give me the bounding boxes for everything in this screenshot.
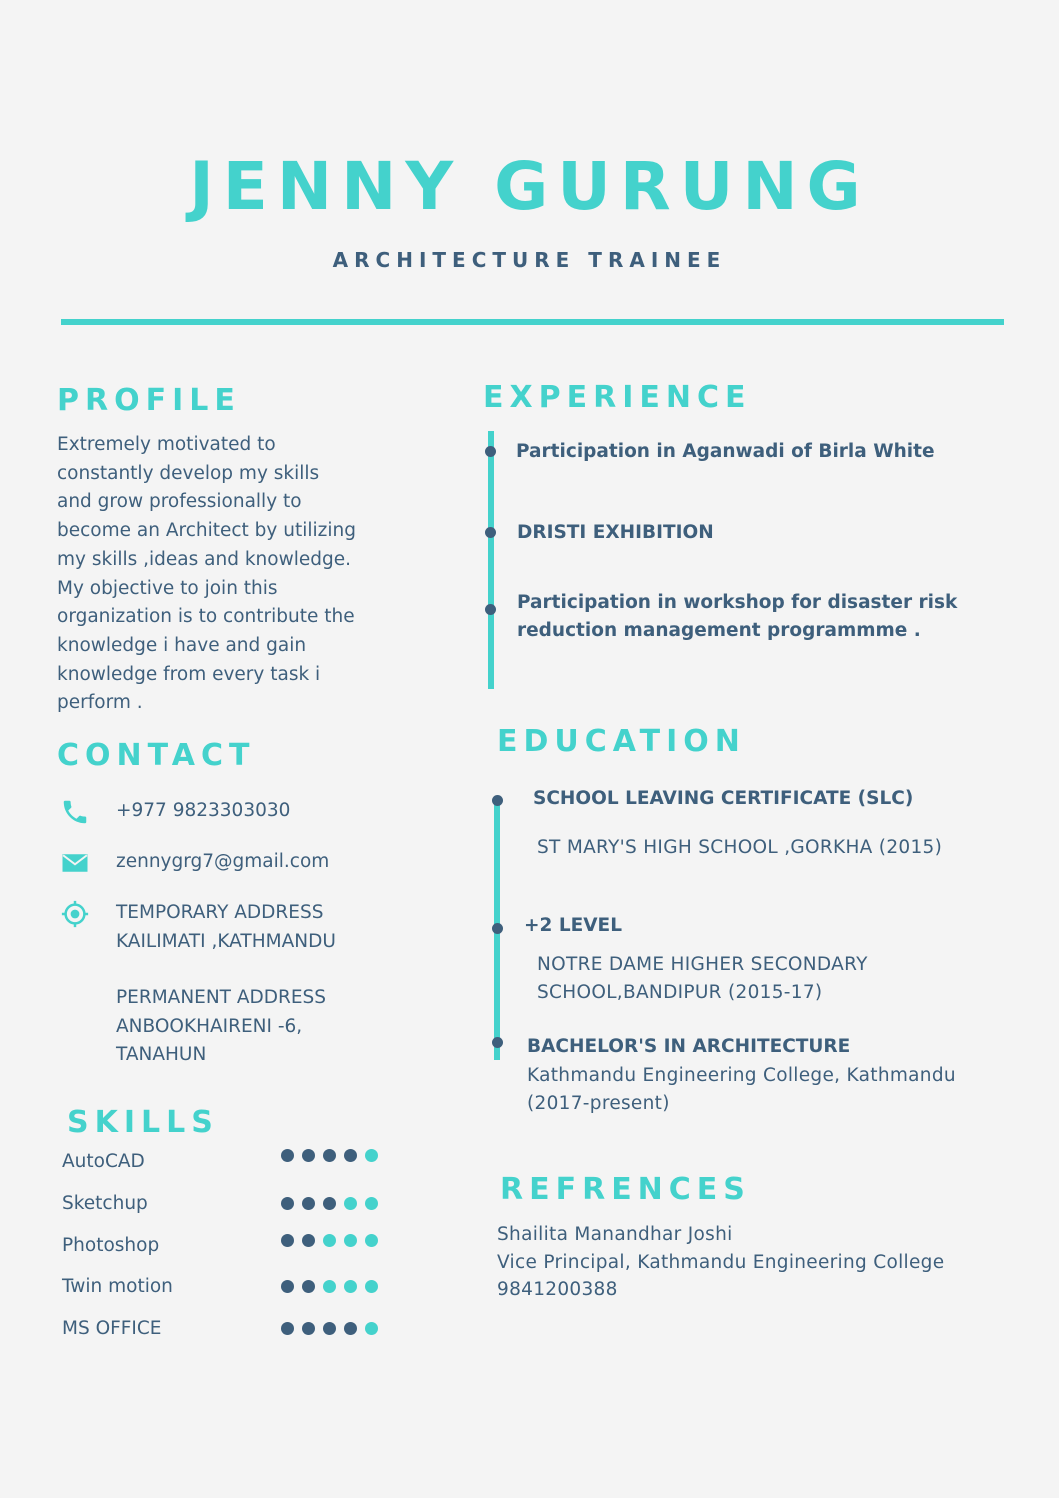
education-heading: EDUCATION	[497, 724, 746, 759]
experience-item: DRISTI EXHIBITION	[517, 522, 714, 543]
skill-dot	[302, 1149, 315, 1162]
skill-label: AutoCAD	[62, 1151, 145, 1172]
skill-dot	[344, 1322, 357, 1335]
skill-dot	[344, 1280, 357, 1293]
skill-dot	[302, 1197, 315, 1210]
skill-label: Sketchup	[62, 1193, 148, 1214]
skill-dot	[344, 1149, 357, 1162]
profile-text	[57, 431, 397, 718]
skill-dot	[365, 1280, 378, 1293]
skill-rating	[281, 1234, 378, 1247]
profile-heading: PROFILE	[57, 383, 241, 418]
profile-line: knowledge from every task i	[57, 663, 321, 685]
profile-line: organization is to contribute the	[57, 606, 355, 628]
profile-line: my skills ,ideas and knowledge.	[57, 548, 351, 570]
skill-label: Twin motion	[62, 1276, 173, 1297]
skill-dot	[365, 1197, 378, 1210]
profile-line: and grow professionally to	[57, 491, 302, 513]
profile-line: perform .	[57, 692, 143, 714]
skill-dot	[281, 1197, 294, 1210]
header-divider	[61, 319, 1004, 325]
timeline-dot	[485, 446, 496, 457]
education-detail: NOTRE DAME HIGHER SECONDARY SCHOOL,BANDIPUR (2015-17)	[537, 954, 868, 1003]
education-detail: Kathmandu Engineering College, Kathmandu (2017-present)	[527, 1065, 956, 1114]
temporary-address-value: KAILIMATI ,KATHMANDU	[116, 930, 336, 952]
profile-line: become an Architect by utilizing	[57, 520, 356, 542]
skill-dot	[365, 1149, 378, 1162]
permanent-address-line: TANAHUN	[116, 1044, 207, 1065]
contact-heading: CONTACT	[57, 738, 256, 773]
contact-phone[interactable]: +977 9823303030	[116, 800, 291, 821]
skill-label: Photoshop	[62, 1235, 160, 1256]
permanent-address-label: PERMANENT ADDRESS	[116, 987, 327, 1008]
experience-item: Participation in Aganwadi of Birla White	[516, 441, 935, 462]
skills-heading: SKILLS	[67, 1105, 219, 1140]
education-title: BACHELOR'S IN ARCHITECTURE	[527, 1036, 851, 1057]
education-title: SCHOOL LEAVING CERTIFICATE (SLC)	[533, 788, 914, 809]
skill-rating	[281, 1197, 378, 1210]
phone-icon	[60, 797, 90, 827]
reference-name: Shailita Manandhar Joshi	[497, 1224, 733, 1245]
skill-dot	[323, 1197, 336, 1210]
reference-phone: 9841200388	[497, 1279, 618, 1300]
skill-dot	[281, 1149, 294, 1162]
mail-icon	[60, 848, 90, 878]
timeline-dot	[485, 527, 496, 538]
timeline-dot	[492, 795, 503, 806]
skill-dot	[323, 1149, 336, 1162]
references-heading: REFRENCES	[500, 1172, 751, 1207]
skill-label: MS OFFICE	[62, 1318, 162, 1339]
permanent-address-line: ANBOOKHAIRENI -6,	[116, 1015, 303, 1037]
skill-dot	[344, 1197, 357, 1210]
skill-dot	[302, 1234, 315, 1247]
skill-dot	[365, 1234, 378, 1247]
location-icon	[60, 899, 90, 929]
contact-email[interactable]: zennygrg7@gmail.com	[116, 851, 330, 872]
profile-line: knowledge i have and gain	[57, 634, 307, 656]
timeline-dot	[492, 923, 503, 934]
skill-dot	[281, 1280, 294, 1293]
education-title: +2 LEVEL	[524, 915, 622, 936]
skill-dot	[281, 1234, 294, 1247]
experience-item: Participation in workshop for disaster risk reduction management programmme .	[517, 592, 958, 641]
skill-dot	[344, 1234, 357, 1247]
education-detail: ST MARY'S HIGH SCHOOL ,GORKHA (2015)	[537, 837, 943, 858]
skill-dot	[365, 1322, 378, 1335]
experience-timeline	[488, 431, 494, 689]
job-title: ARCHITECTURE TRAINEE	[332, 248, 727, 272]
skill-dot	[281, 1322, 294, 1335]
skill-dot	[323, 1234, 336, 1247]
candidate-name: JENNY GURUNG	[189, 148, 870, 225]
permanent-address	[116, 984, 326, 1070]
reference-details	[497, 1221, 944, 1304]
experience-heading: EXPERIENCE	[483, 380, 752, 415]
skill-rating	[281, 1149, 378, 1162]
timeline-dot	[485, 604, 496, 615]
skill-dot	[302, 1280, 315, 1293]
skill-dot	[323, 1322, 336, 1335]
skill-dot	[302, 1322, 315, 1335]
profile-line: Extremely motivated to	[57, 434, 276, 455]
skill-rating	[281, 1322, 378, 1335]
temporary-address	[116, 899, 336, 956]
reference-position: Vice Principal, Kathmandu Engineering College	[497, 1251, 945, 1273]
timeline-dot	[492, 1037, 503, 1048]
temporary-address-label: TEMPORARY ADDRESS	[116, 902, 324, 923]
profile-line: constantly develop my skills	[57, 462, 320, 484]
profile-line: My objective to join this	[57, 577, 278, 599]
skill-dot	[323, 1280, 336, 1293]
skill-rating	[281, 1280, 378, 1293]
